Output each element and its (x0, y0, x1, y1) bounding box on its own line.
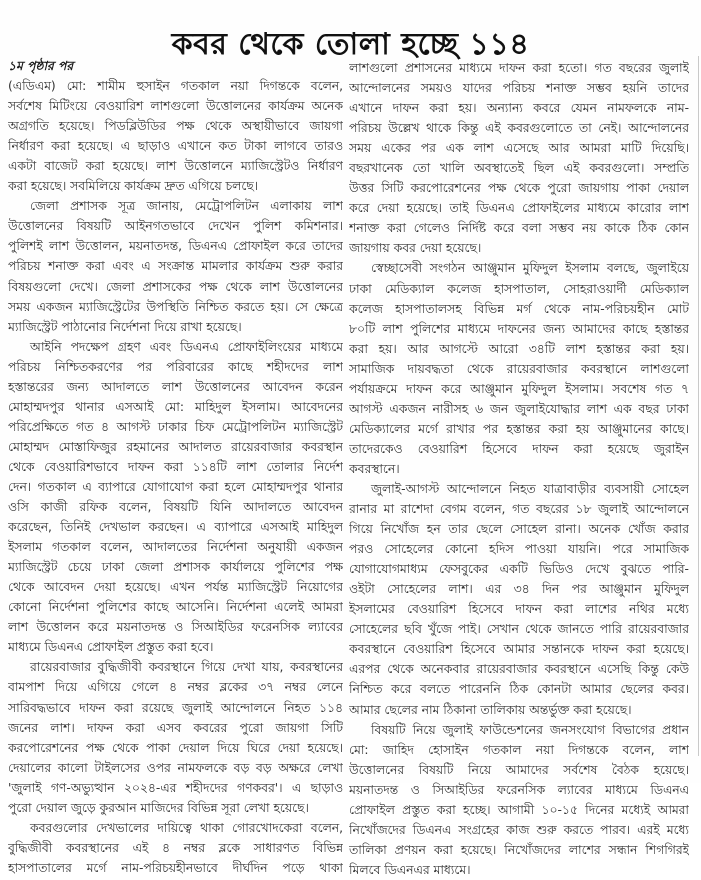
text-line: রানার মা রাশেদা বেগম বলেন, গত বছরের ১৮ জুলাই আন্দোলনে (349, 502, 689, 517)
text-line: শনাক্ত করা গেলেও নির্দিষ্ট করে বলা সম্ভব নয় কাকে ঠিক কোন (349, 221, 689, 236)
continuation-kicker: ১ম পৃষ্ঠার পর (8, 59, 74, 73)
text-line: আগস্ট একজন নারীসহ ৬ জন জুলাইযোদ্ধার লাশ এক বছর ঢাকা (349, 401, 689, 416)
text-line: পরিচয় নিশ্চিতকরণের পর পরিবারের কাছে শহীদদের লাশ (8, 359, 343, 374)
text-line: পরিপ্রেক্ষিতে গত ৪ আগস্ট ঢাকার চিফ মেট্রোপলিটন ম্যাজিস্ট্রেট (8, 419, 343, 434)
text-line: প্রোফাইল প্রস্তুত করা হচ্ছে। আগামী ১০-১৫ দিনের মধ্যেই আমরা (349, 802, 689, 817)
text-line: নির্ধারণ করা হয়েছে। এ ছাড়াও এখানে কত টাকা লাগবে তারও (8, 139, 343, 154)
text-line: ৮০টি লাশ পুলিশের মাধ্যমে দাফনের জন্য আমাদের কাছে হস্তান্তর (349, 321, 689, 336)
text-line: নিখোঁজদের ডিএনএ সংগ্রহের কাজ শুরু করতে পারব। এরই মধ্যে (349, 822, 689, 837)
text-line: করা হয়। আর আগস্টে আরো ৩৪টি লাশ হস্তান্তর করা হয়। (349, 341, 689, 356)
text-line: গিয়ে নিখোঁজ হন তার ছেলে সোহেল রানা। অনেক খোঁজ করার (349, 522, 689, 537)
text-line: রায়েরবাজার বুদ্ধিজীবী কবরস্থানে গিয়ে দেখা যায়, কবরস্থানের (30, 660, 343, 675)
text-line: দেন। গতকাল এ ব্যাপারে যোগাযোগ করা হলে মোহাম্মদপুর থানার (8, 479, 343, 494)
text-line: একটা বাজেট করা হয়েছে। লাশ উত্তোলনে ম্যাজিস্ট্রেটও নির্ধারণ (8, 159, 343, 174)
page-edge-divider (698, 56, 699, 756)
right-column (349, 58, 689, 880)
text-line: সোহেলের ছবি খুঁজে পাই। সেখান থেকে জানতে পারি রায়েরবাজার (349, 622, 689, 637)
text-line: ইসলাম গতকাল বলেন, আদালতের নির্দেশনা অনুযায়ী একজন (8, 540, 343, 555)
text-line: তাদেরকেও বেওয়ারিশ হিসেবে দাফন করা হয়েছে জুরাইন (349, 441, 689, 456)
text-line: বিষয়টি নিয়ে জুলাই ফাউন্ডেশনের জনসংযোগ বিভাগের প্রধান (371, 722, 689, 737)
text-line: কবরস্থানে। (349, 461, 400, 476)
text-line: আইনি পদক্ষেপ গ্রহণ এবং ডিএনএ প্রোফাইলিংয়ের মাধ্যমে (30, 339, 343, 354)
text-line: উত্তোলনের বিষয়টি নিয়ে আমাদের সর্বশেষ বৈঠক হয়েছে। (349, 762, 689, 777)
headline: কবর থেকে তোলা হচ্ছে ১১৪ (171, 27, 530, 63)
text-line: লাশ উত্তোলন করে ময়নাতদন্ত ও সিআইডির ফরেনসিক ল্যাবের (8, 620, 343, 635)
text-line: সময় একের পর এক লাশ এসেছে আর আমরা মাটি দিয়েছি। (349, 141, 689, 156)
text-line: সর্বশেষ মিটিংয়ে বেওয়ারিশ লাশগুলো উত্তোলনের কার্যক্রম অনেক (8, 99, 343, 114)
text-line: স্বেচ্ছাসেবী সংগঠন আঞ্জুমান মুফিদুল ইসলাম বলছে, জুলাইয়ে (371, 261, 689, 276)
text-line: করে দেয়া হয়েছে। তাই ডিএনএ প্রোফাইলের মাধ্যমে কারোর লাশ (349, 201, 689, 216)
text-line: দেয়ালের কালো টাইলসের ওপর নামফলকে বড় বড় অক্ষরে লেখা (8, 760, 343, 775)
text-line: তালিকা প্রণয়ন করা হয়েছে। নিখোঁজদের লাশের সন্ধান শিগগিরই (349, 842, 689, 857)
text-line: মিলবে ডিএনএর মাধ্যমে। (349, 862, 471, 877)
text-line: আমার ছেলের নাম ঠিকানা তালিকায় অন্তর্ভুক্ত করা হয়েছে। (349, 702, 632, 717)
text-line: পুরো দেয়াল জুড়ে কুরআন মাজিদের বিভিন্ন সূরা লেখা হয়েছে। (8, 800, 309, 815)
text-line: মেডিক্যালের মর্গে রাখার পর হস্তান্তর করা হয় আঞ্জুমানের কাছে। (349, 421, 689, 436)
text-line: হাসপাতালের মর্গে নাম-পরিচয়হীনভাবে দীর্ঘদিন পড়ে থাকা (8, 860, 343, 875)
text-line: ম্যাজিস্ট্রেট পাঠানোর নির্দেশনা দিয়ে রাখা হয়েছে। (8, 319, 242, 334)
text-line: জুলাই-আগস্ট আন্দোলনে নিহত যাত্রাবাড়ীর ব্যবসায়ী সোহেল (371, 481, 689, 496)
left-column (8, 56, 343, 878)
text-line: থেকে বেওয়ারিশভাবে দাফন করা ১১৪টি লাশ তোলার নির্দেশ (8, 459, 343, 474)
text-line: সারিবদ্ধভাবে দাফন করা রয়েছে জুলাই আন্দোলনে নিহত ১১৪ (8, 700, 343, 715)
text-line: কলেজ হাসপাতালসহ বিভিন্ন মর্গ থেকে নাম-পরিচয়হীন মোট (349, 301, 689, 316)
text-line: করপোরেশনের পক্ষ থেকে পাকা দেয়াল দিয়ে ঘিরে দেয়া হয়েছে। (8, 740, 343, 755)
text-line: করা হয়েছে। সবমিলিয়ে কার্যক্রম দ্রুত এগিয়ে চলছে। (8, 179, 259, 194)
text-line: পরিচয় উল্লেখ থাকে কিন্তু এই কবরগুলোতে তা নেই। আন্দোলনের (349, 121, 689, 136)
text-line: এখানে দাফন করা হয়। অন্যান্য কবরে যেমন নামফলকে নাম- (349, 101, 689, 116)
text-line: পরিচয় শনাক্ত করা এবং এ সংক্রান্ত মামলার কার্যক্রম শুরু করার (8, 259, 343, 274)
text-line: করেছেন, তিনিই দেখভাল করছেন। এ ব্যাপারে এসআই মাহিদুল (8, 520, 343, 535)
text-line: থেকে আবেদন দেয়া হয়েছে। এখন পর্যন্ত ম্যাজিস্ট্রেট নিয়োগের (8, 580, 343, 595)
text-line: ওইটা সোহেলের লাশ। এর ৩৪ দিন পর আঞ্জুমান মুফিদুল (349, 582, 689, 597)
text-line: উত্তর সিটি করপোরেশনের পক্ষ থেকে পুরো জায়গায় পাকা দেয়াল (349, 181, 689, 196)
text-line: লাশগুলো প্রশাসনের মাধ্যমে দাফন করা হতো। গত বছরের জুলাই (349, 61, 689, 75)
text-line: সামাজিক দায়বদ্ধতা থেকে রায়েরবাজার কবরস্থানে লাশগুলো (349, 361, 689, 376)
text-line: 'জুলাই গণ-অভ্যুত্থান ২০২৪-এর শহীদদের গণকবর'। এ ছাড়াও (8, 780, 343, 795)
text-line: সময় একজন ম্যাজিস্ট্রেটের উপস্থিতি নিশ্চিত করতে হয়। সে ক্ষেত্রে (8, 299, 343, 314)
text-line: ওসি কাজী রফিক বলেন, বিষয়টি যিনি আদালতে আবেদন (8, 500, 343, 515)
text-line: পরও সোহেলের কোনো হদিস পাওয়া যায়নি। পরে সামাজিক (349, 542, 689, 557)
text-line: পুলিশই লাশ উত্তোলন, ময়নাতদন্ত, ডিএনএ প্রোফাইল করে তাদের (8, 239, 343, 254)
text-line: ঢাকা মেডিক্যাল কলেজ হাসপাতাল, সোহরাওয়ার্দী মেডিক্যাল (349, 281, 689, 296)
text-line: বিষয়গুলো দেখে। জেলা প্রশাসকের পক্ষ থেকে লাশ উত্তোলনের (8, 279, 343, 294)
text-line: বছরখানেক তো খালি অবস্থাতেই ছিল এই কবরগুলো। সম্প্রতি (349, 161, 689, 176)
text-line: অগ্রগতি হয়েছে। পিডব্লিউডির পক্ষ থেকে অস্থায়ীভাবে জায়গা (8, 119, 343, 134)
text-line: বামপাশ দিয়ে এগিয়ে গেলে ৪ নম্বর ব্লকের ৩৭ নম্বর লেনে (8, 680, 343, 695)
text-line: (এডিএম) মো: শামীম হুসাইন গতকাল নয়া দিগন্তকে বলেন, (8, 79, 343, 94)
text-line: জনের লাশ। দাফন করা এসব কবরের পুরো জায়গা সিটি (8, 720, 343, 735)
right-column-body (349, 58, 689, 880)
text-line: মোহাম্মদপুর থানার এসআই মো: মাহিদুল ইসলাম। আবেদনের (8, 399, 343, 414)
text-line: মো: জাহিদ হোসাইন গতকাল নয়া দিগন্তকে বলেন, লাশ (349, 742, 689, 757)
text-line: ইসলামের বেওয়ারিশ হিসেবে দাফন করা লাশের নথির মধ্যে (349, 602, 689, 617)
text-line: হস্তান্তরের জন্য আদালতে লাশ উত্তোলনের আবেদন করেন (8, 379, 343, 394)
text-line: ময়নাতদন্ত ও সিআইডির ফরেনসিক ল্যাবের মাধ্যমে ডিএনএ (349, 782, 689, 797)
text-line: যোগাযোগমাধ্যম ফেসবুকের একটি ভিডিও দেখে বুঝতে পারি- (349, 562, 689, 577)
left-column-body (8, 76, 343, 878)
text-line: আন্দোলনের সময়ও যাদের পরিচয় শনাক্ত সম্ভব হয়নি তাদের (349, 81, 689, 96)
text-line: মোহাম্মদ মোস্তাফিজুর রহমানের আদালত রায়েরবাজার কবরস্থান (8, 439, 343, 454)
text-line: ম্যাজিস্ট্রেট চেয়ে ঢাকা জেলা প্রশাসক কার্যালয়ে পুলিশের পক্ষ (8, 560, 343, 575)
text-line: মাধ্যমে ডিএনএ প্রোফাইল প্রস্তুত করা হবে। (8, 640, 214, 655)
text-line: পর্যায়ক্রমে দাফন করে আঞ্জুমান মুফিদুল ইসলাম। সবশেষ গত ৭ (349, 381, 689, 396)
text-line: জায়গায় কবর দেয়া হয়েছে। (349, 241, 482, 256)
text-line: এরপর থেকে অনেকবার রায়েরবাজার কবরস্থানে এসেছি কিন্তু কেউ (349, 662, 689, 677)
text-line: উত্তোলনের বিষয়টি আইনগতভাবে দেখেন পুলিশ কমিশনার। (8, 219, 343, 234)
text-line: নিশ্চিত করে বলতে পারেননি ঠিক কোনটা আমার ছেলের কবর। (349, 682, 689, 697)
text-line: কবরগুলোর দেখভালের দায়িত্বে থাকা গোরখোদকেরা বলেন, (30, 820, 343, 835)
text-line: বুদ্ধিজীবী কবরস্থানের এই ৪ নম্বর ব্লকে সাধারণত বিভিন্ন (8, 840, 343, 855)
text-line: জেলা প্রশাসক সূত্র জানায়, মেট্রোপলিটন এলাকায় লাশ (30, 199, 343, 214)
text-line: কোনো নির্দেশনা পুলিশের কাছে আসেনি। নির্দেশনা এলেই আমরা (8, 600, 343, 615)
text-line: কবরস্থানে বেওয়ারিশ হিসেবে আমার সন্তানকে দাফন করা হয়েছে। (349, 642, 689, 657)
